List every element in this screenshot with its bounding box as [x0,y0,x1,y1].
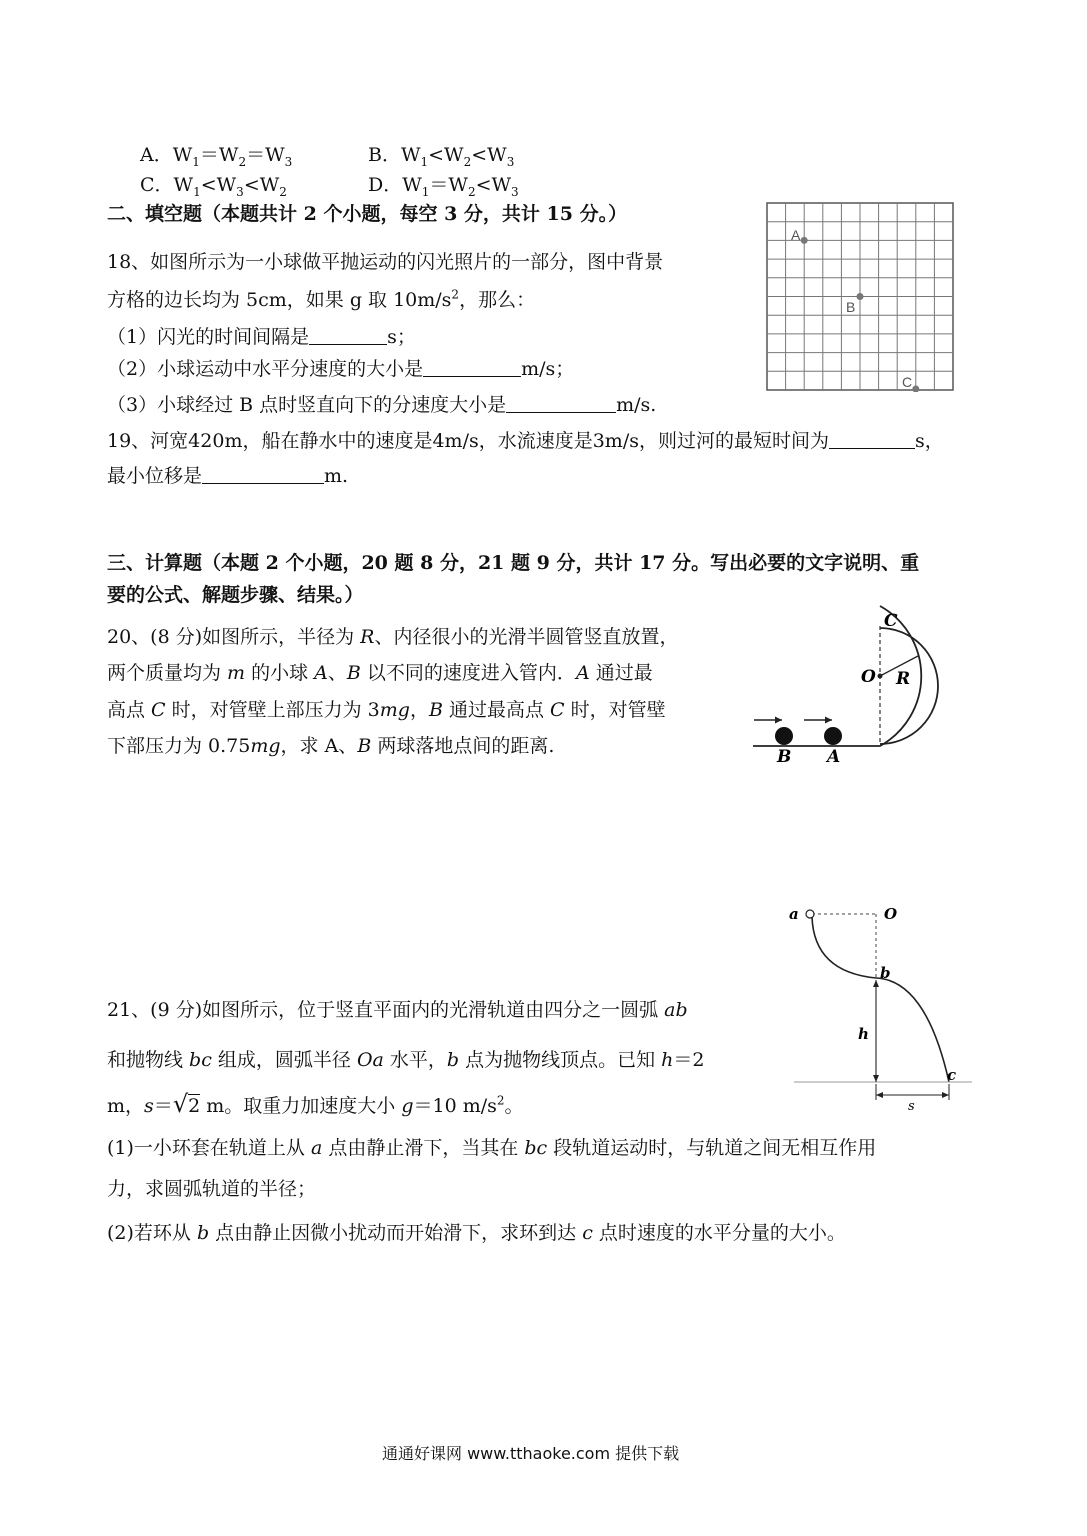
q20-line3: 高点 C 时，对管壁上部压力为 3mg，B 通过最高点 C 时，对管壁 [107,699,666,721]
semicircle-tube-figure [748,596,958,768]
page-footer: 通通好课网 www.tthaoke.com 提供下载 [382,1444,680,1463]
answer-blank[interactable] [829,430,915,449]
q21-part2: (2)若环从 b 点由静止因微小扰动而开始滑下，求环到达 c 点时速度的水平分量的大小。 [107,1222,846,1244]
label-b: B [777,747,792,767]
label-o: O [861,667,876,687]
q18-part1: （1）闪光的时间间隔是 s； [107,326,416,348]
grid-figure [766,202,954,392]
q18-part2: （2）小球运动中水平分速度的大小是 m/s； [107,358,575,380]
label-b: B [846,299,856,315]
ball-a [824,727,842,745]
point-a [801,237,808,244]
option-d: D．$W_1=W_2<W_3$ [368,174,519,199]
label-r: R [896,669,911,689]
label-b: b [880,964,891,982]
ball-b [775,727,793,745]
section3-heading-1: 三、计算题（本题 2 个小题，20 题 8 分，21 题 9 分，共计 17 分。写出必要的文字说明、重 [107,552,920,574]
label-o: O [884,905,898,923]
q19-line2: 最小位移是 m. [107,465,349,487]
track-figure [786,900,976,1112]
label-s: s [908,1099,915,1112]
option-c: C．$W_1<W_3<W_2$ [140,174,287,199]
q18-part3: （3）小球经过 B 点时竖直向下的分速度大小是 m/s. [107,394,657,416]
label-a: A [791,227,801,243]
answer-blank[interactable] [423,358,521,377]
q21-line2: 和抛物线 bc 组成，圆弧半径 Oa 水平，b 点为抛物线顶点。已知 h＝2 [107,1049,705,1071]
label-a: a [789,905,799,923]
q21-line3: m，s＝√2 m。取重力加速度大小 g＝10 $m/s^2$。 [107,1090,524,1118]
point-c [912,386,919,393]
label-c: c [947,1066,957,1084]
section2-heading: 二、填空题（本题共计 2 个小题，每空 3 分，共计 15 分。） [107,203,628,225]
option-a: A．$W_1=W_2=W_3$ [140,144,293,169]
q18-line1: 18、如图所示为一小球做平抛运动的闪光照片的一部分，图中背景 [107,251,664,273]
q18-line2: 方格的边长均为 5cm，如果 g 取 $10m/s^2$，那么： [107,287,536,311]
label-a: A [827,747,841,767]
label-h: h [858,1025,869,1043]
q20-line1: 20、(8 分)如图所示，半径为 R、内径很小的光滑半圆管竖直放置， [107,626,679,648]
q20-line2: 两个质量均为 m 的小球 A、B 以不同的速度进入管内．A 通过最 [107,662,653,684]
point-b [857,293,864,300]
section3-heading-2: 要的公式、解题步骤、结果。） [107,584,364,606]
answer-blank[interactable] [309,326,387,345]
q21-part1-line1: (1)一小环套在轨道上从 a 点由静止滑下，当其在 bc 段轨道运动时，与轨道之间无相互作用 [107,1137,877,1159]
q21-line1: 21、(9 分)如图所示，位于竖直平面内的光滑轨道由四分之一圆弧 ab [107,999,688,1021]
q21-part1-line2: 力，求圆弧轨道的半径； [107,1178,317,1200]
q19-line1: 19、河宽420m，船在静水中的速度是4m/s，水流速度是3m/s，则过河的最短时间为 s， [107,430,944,452]
answer-blank[interactable] [506,394,616,413]
option-b: B．$W_1<W_2<W_3$ [368,144,515,169]
label-c: C [902,374,913,390]
answer-blank[interactable] [202,465,324,484]
q20-line4: 下部压力为 0.75mg，求 A、B 两球落地点间的距离. [107,735,555,757]
label-c: C [884,611,898,631]
